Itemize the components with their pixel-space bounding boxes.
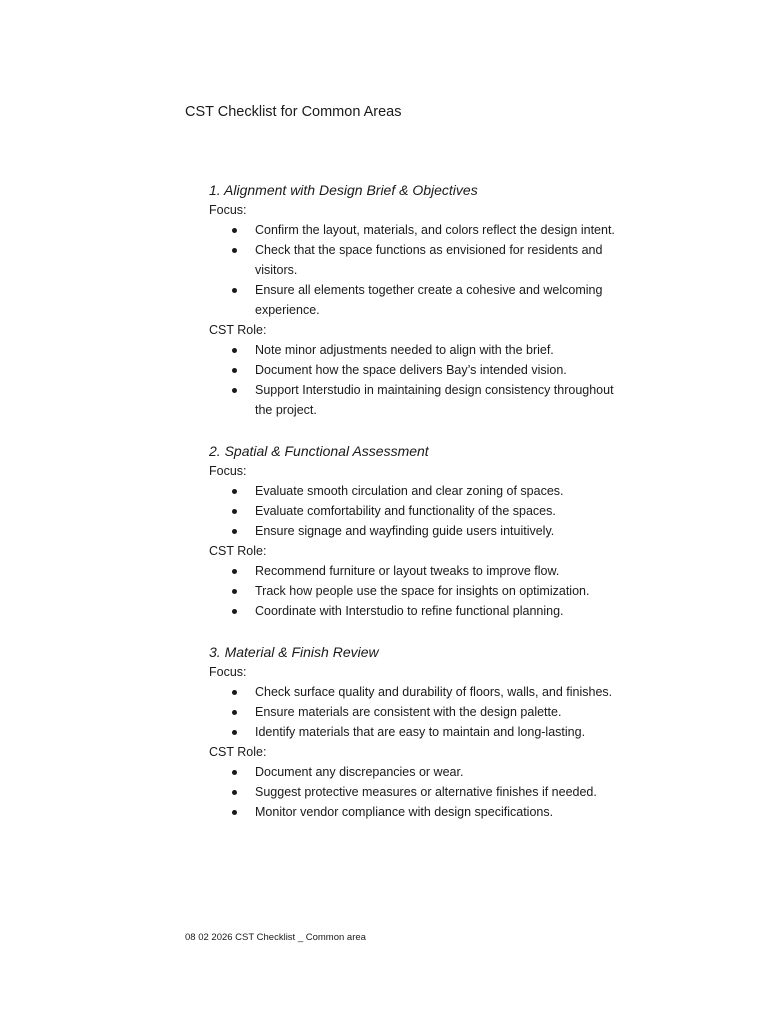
document-title: CST Checklist for Common Areas xyxy=(185,104,402,120)
list-item xyxy=(209,380,629,420)
bullet-icon xyxy=(232,248,237,253)
section-spatial xyxy=(209,441,629,621)
list-item-text: Monitor vendor compliance with design specifications. xyxy=(255,805,554,819)
list-item-text: Evaluate smooth circulation and clear zoning of spaces. xyxy=(255,484,564,498)
section-heading: 1. Alignment with Design Brief & Objectives xyxy=(209,182,478,198)
checklist-content xyxy=(209,180,629,843)
list-item-text: Evaluate comfortability and functionality of the spaces. xyxy=(255,504,556,518)
list-item xyxy=(209,521,629,541)
bullet-icon xyxy=(232,770,237,775)
list-item-text: Ensure all elements together create a cohesive and welcoming experience. xyxy=(255,283,603,317)
list-item xyxy=(209,220,629,240)
list-item-text: Ensure signage and wayfinding guide users intuitively. xyxy=(255,524,555,538)
list-item xyxy=(209,601,629,621)
section-heading: 2. Spatial & Functional Assessment xyxy=(209,443,429,459)
list-item xyxy=(209,682,629,702)
list-item-text: Coordinate with Interstudio to refine functional planning. xyxy=(255,604,564,618)
bullet-icon xyxy=(232,790,237,795)
section-material xyxy=(209,642,629,822)
list-item xyxy=(209,360,629,380)
list-item xyxy=(209,782,629,802)
bullet-icon xyxy=(232,710,237,715)
list-item-text: Suggest protective measures or alternative finishes if needed. xyxy=(255,785,597,799)
bullet-icon xyxy=(232,368,237,373)
role-list xyxy=(209,762,629,822)
list-item xyxy=(209,340,629,360)
list-item-text: Ensure materials are consistent with the design palette. xyxy=(255,705,562,719)
list-item-text: Document how the space delivers Bay’s intended vision. xyxy=(255,363,567,377)
role-list xyxy=(209,340,629,420)
section-heading: 3. Material & Finish Review xyxy=(209,644,379,660)
list-item-text: Check that the space functions as envisioned for residents and visitors. xyxy=(255,243,603,277)
list-item xyxy=(209,240,629,280)
list-item-text: Document any discrepancies or wear. xyxy=(255,765,464,779)
list-item xyxy=(209,501,629,521)
bullet-icon xyxy=(232,388,237,393)
focus-label: Focus: xyxy=(209,665,247,679)
cst-role-label: CST Role: xyxy=(209,323,267,337)
bullet-icon xyxy=(232,810,237,815)
list-item xyxy=(209,722,629,742)
bullet-icon xyxy=(232,288,237,293)
page-footer: 08 02 2026 CST Checklist _ Common area xyxy=(185,932,366,943)
bullet-icon xyxy=(232,228,237,233)
bullet-icon xyxy=(232,730,237,735)
list-item-text: Track how people use the space for insights on optimization. xyxy=(255,584,590,598)
bullet-icon xyxy=(232,609,237,614)
bullet-icon xyxy=(232,509,237,514)
list-item xyxy=(209,802,629,822)
bullet-icon xyxy=(232,348,237,353)
list-item xyxy=(209,481,629,501)
cst-role-label: CST Role: xyxy=(209,544,267,558)
list-item-text: Identify materials that are easy to maintain and long-lasting. xyxy=(255,725,586,739)
section-alignment xyxy=(209,180,629,420)
bullet-icon xyxy=(232,589,237,594)
list-item xyxy=(209,561,629,581)
role-list xyxy=(209,561,629,621)
bullet-icon xyxy=(232,489,237,494)
focus-list xyxy=(209,481,629,541)
list-item xyxy=(209,702,629,722)
focus-label: Focus: xyxy=(209,203,247,217)
list-item xyxy=(209,581,629,601)
focus-list xyxy=(209,682,629,742)
bullet-icon xyxy=(232,690,237,695)
list-item-text: Check surface quality and durability of floors, walls, and finishes. xyxy=(255,685,613,699)
list-item xyxy=(209,762,629,782)
list-item-text: Support Interstudio in maintaining design consistency throughout the project. xyxy=(255,383,614,417)
list-item-text: Recommend furniture or layout tweaks to improve flow. xyxy=(255,564,560,578)
list-item-text: Note minor adjustments needed to align with the brief. xyxy=(255,343,554,357)
focus-list xyxy=(209,220,629,320)
focus-label: Focus: xyxy=(209,464,247,478)
list-item-text: Confirm the layout, materials, and colors reflect the design intent. xyxy=(255,223,615,237)
list-item xyxy=(209,280,629,320)
bullet-icon xyxy=(232,529,237,534)
cst-role-label: CST Role: xyxy=(209,745,267,759)
bullet-icon xyxy=(232,569,237,574)
